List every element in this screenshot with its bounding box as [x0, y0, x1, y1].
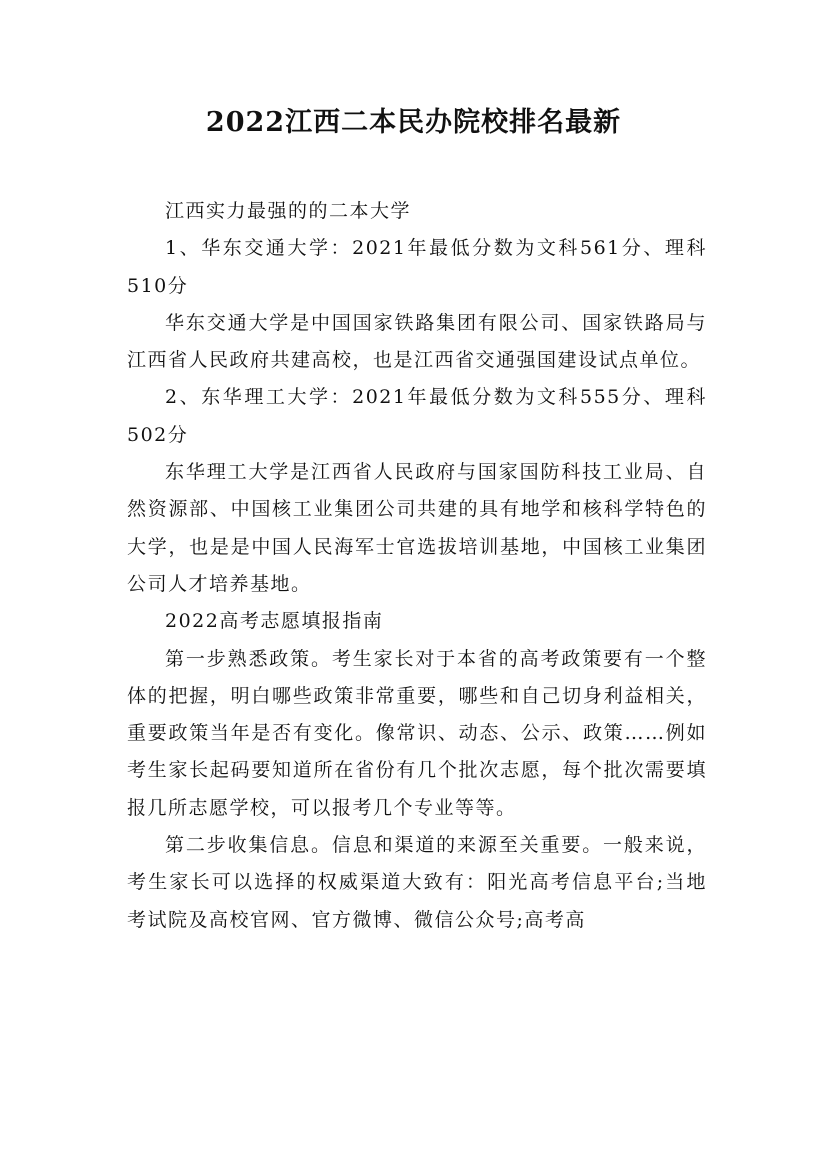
document-body: [127, 193, 707, 939]
paragraph-step-2: 第二步收集信息。信息和渠道的来源至关重要。一般来说，考生家长可以选择的权威渠道大致有：阳光高考信息平台;当地考试院及高校官网、官方微博、微信公众号;高考高: [127, 834, 707, 931]
paragraph-heading-guide: 2022高考志愿填报指南: [165, 610, 384, 633]
document-title: 2022江西二本民办院校排名最新: [205, 107, 622, 138]
paragraph-item-2-description: 东华理工大学是江西省人民政府与国家国防科技工业局、自然资源部、中国核工业集团公司共建的具有地学和核科学特色的大学，也是是中国人民海军士官选拔培训基地，中国核工业集团公司人才培养基地。: [127, 461, 707, 595]
paragraph-step-1: 第一步熟悉政策。考生家长对于本省的高考政策要有一个整体的把握，明白哪些政策非常重要，哪些和自己切身利益相关，重要政策当年是否有变化。像常识、动态、公示、政策……例如考生家长起码要知道所在省份有几个批次志愿，每个批次需要填报几所志愿学校，可以报考几个专业等等。: [127, 647, 707, 819]
paragraph-item-1: 1、华东交通大学：2021年最低分数为文科561分、理科510分: [127, 237, 707, 297]
paragraph-item-1-description: 华东交通大学是中国国家铁路集团有限公司、国家铁路局与江西省人民政府共建高校，也是江西省交通强国建设试点单位。: [127, 311, 707, 372]
paragraph-item-2: 2、东华理工大学：2021年最低分数为文科555分、理科502分: [127, 386, 707, 446]
paragraph-heading-strongest-universities: 江西实力最强的的二本大学: [165, 200, 412, 222]
